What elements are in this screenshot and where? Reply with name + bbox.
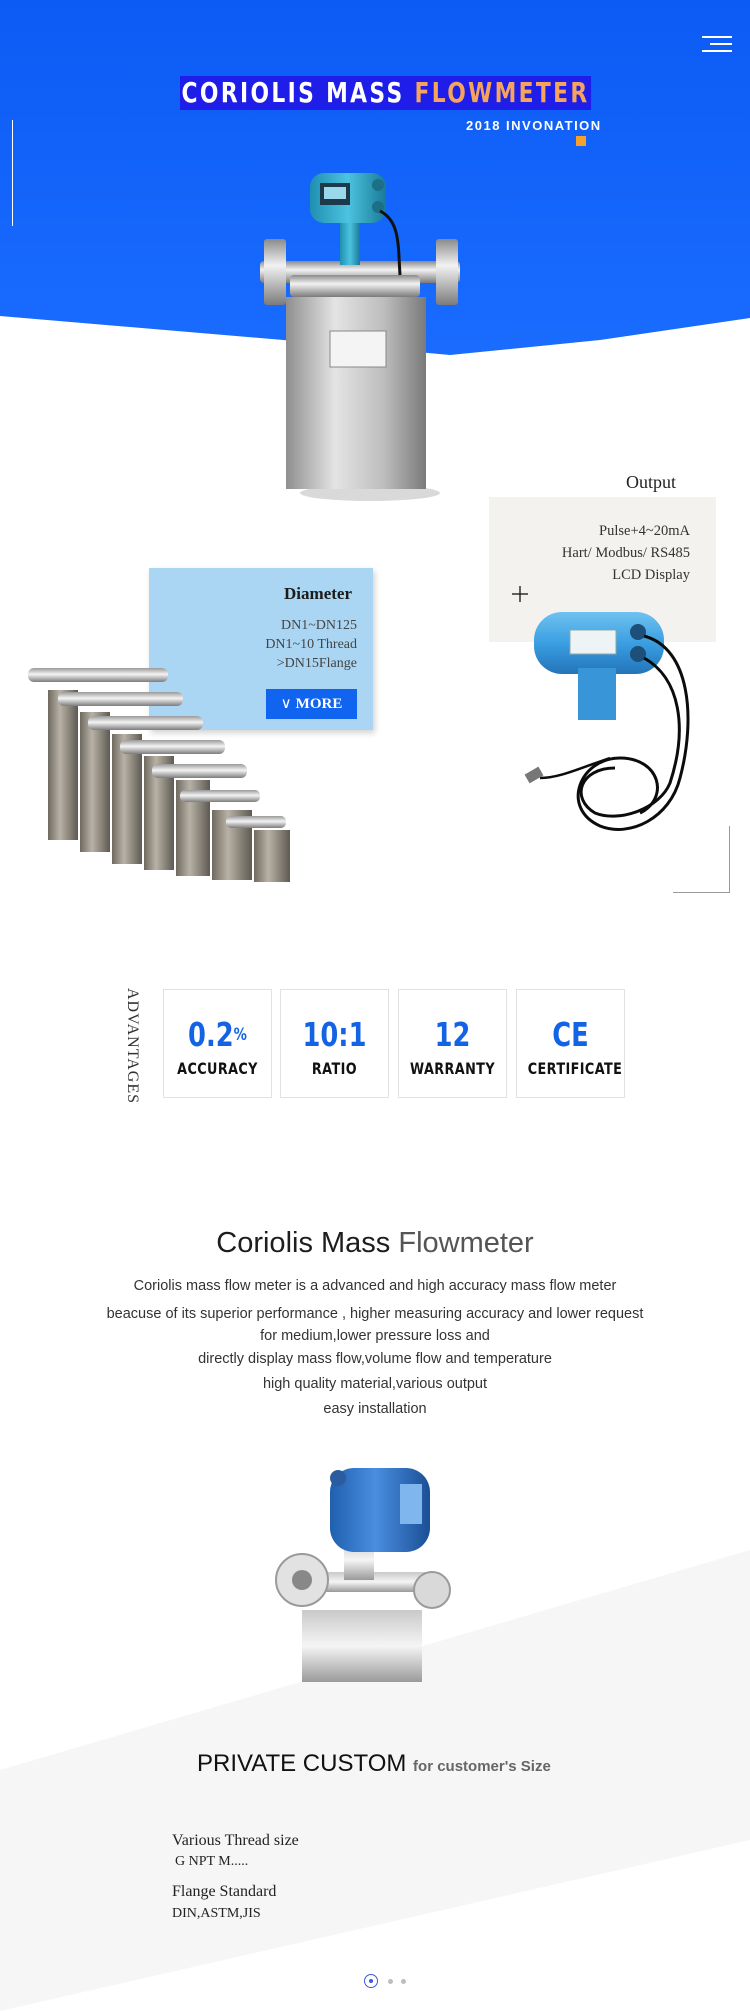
output-spec-list [500, 520, 690, 586]
custom-title-main: PRIVATE CUSTOM [197, 1750, 414, 1777]
transmitter-image [520, 608, 720, 853]
advantages-label: ADVANTAGES [124, 988, 141, 1104]
advantage-number: 12 [434, 1015, 471, 1054]
advantage-value [529, 1015, 612, 1054]
hamburger-menu-icon[interactable] [698, 34, 732, 54]
diameter-spec-item: >DN15Flange [276, 656, 357, 671]
diameter-spec-item: DN1~10 Thread [265, 637, 357, 652]
advantage-caption: ACCURACY [177, 1059, 258, 1078]
advantage-card [516, 989, 625, 1098]
accent-square [576, 136, 586, 146]
decorative-line [673, 892, 730, 893]
advantage-caption: CERTIFICATE [527, 1059, 623, 1078]
advantage-card [163, 989, 272, 1098]
about-description [0, 1274, 750, 1422]
diameter-title: Diameter [284, 584, 352, 603]
advantage-number: CE [552, 1015, 589, 1054]
hero-title [180, 76, 591, 110]
carousel-dot[interactable] [388, 1979, 393, 1984]
hero-subtitle: 2018 INVONATION [466, 118, 602, 133]
about-line: directly display mass flow,volume flow and temperature [198, 1351, 552, 1367]
advantage-number: 10:1 [302, 1015, 367, 1054]
about-line: beacuse of its superior performance , higher measuring accuracy and lower request [106, 1306, 644, 1322]
about-line: Coriolis mass flow meter is a advanced and high accuracy mass flow meter [133, 1278, 617, 1294]
about-line: for medium,lower pressure loss and [260, 1328, 490, 1344]
thread-size-value: G NPT M..... [175, 1854, 249, 1869]
hero-title-main: CORIOLIS MASS [181, 76, 415, 109]
about-title [0, 1227, 750, 1260]
plus-icon[interactable] [511, 585, 529, 603]
about-line: easy installation [323, 1401, 427, 1417]
output-title: Output [625, 472, 676, 492]
hero-title-accent: FLOWMETER [414, 76, 590, 109]
advantage-value [411, 1015, 494, 1054]
advantage-value [293, 1015, 376, 1054]
advantage-caption: WARRANTY [410, 1059, 495, 1078]
hero-flowmeter-image [250, 165, 480, 505]
custom-title [197, 1750, 551, 1778]
carousel-dot-active[interactable] [364, 1974, 378, 1988]
diameter-spec-item: DN1~DN125 [280, 618, 357, 633]
output-spec-item: Hart/ Modbus/ RS485 [561, 545, 690, 561]
thread-size-heading: Various Thread size [172, 1832, 299, 1849]
decorative-line [729, 826, 730, 892]
hero-divider-line [12, 120, 13, 226]
custom-title-small: for customer's Size [413, 1758, 551, 1775]
output-spec-item: LCD Display [612, 567, 690, 583]
flange-standard-value: DIN,ASTM,JIS [172, 1906, 261, 1921]
flowmeter-series-image [28, 650, 318, 890]
advantage-card [398, 989, 507, 1098]
about-title-light: Flowmeter [398, 1227, 534, 1259]
advantage-caption: RATIO [311, 1059, 358, 1078]
compact-flowmeter-image [272, 1460, 472, 1685]
carousel-dot[interactable] [401, 1979, 406, 1984]
advantage-value [176, 1015, 259, 1054]
about-line: high quality material,various output [262, 1376, 488, 1392]
about-title-main: Coriolis Mass [216, 1227, 399, 1259]
chevron-down-icon: ∨ [280, 696, 292, 712]
advantage-suffix: % [233, 1025, 247, 1045]
output-spec-item: Pulse+4~20mA [599, 523, 690, 539]
more-button-label: MORE [295, 696, 343, 712]
flange-standard-heading: Flange Standard [172, 1883, 277, 1900]
carousel-pagination [364, 1973, 414, 1989]
advantage-card [280, 989, 389, 1098]
advantage-number: 0.2 [188, 1015, 234, 1054]
